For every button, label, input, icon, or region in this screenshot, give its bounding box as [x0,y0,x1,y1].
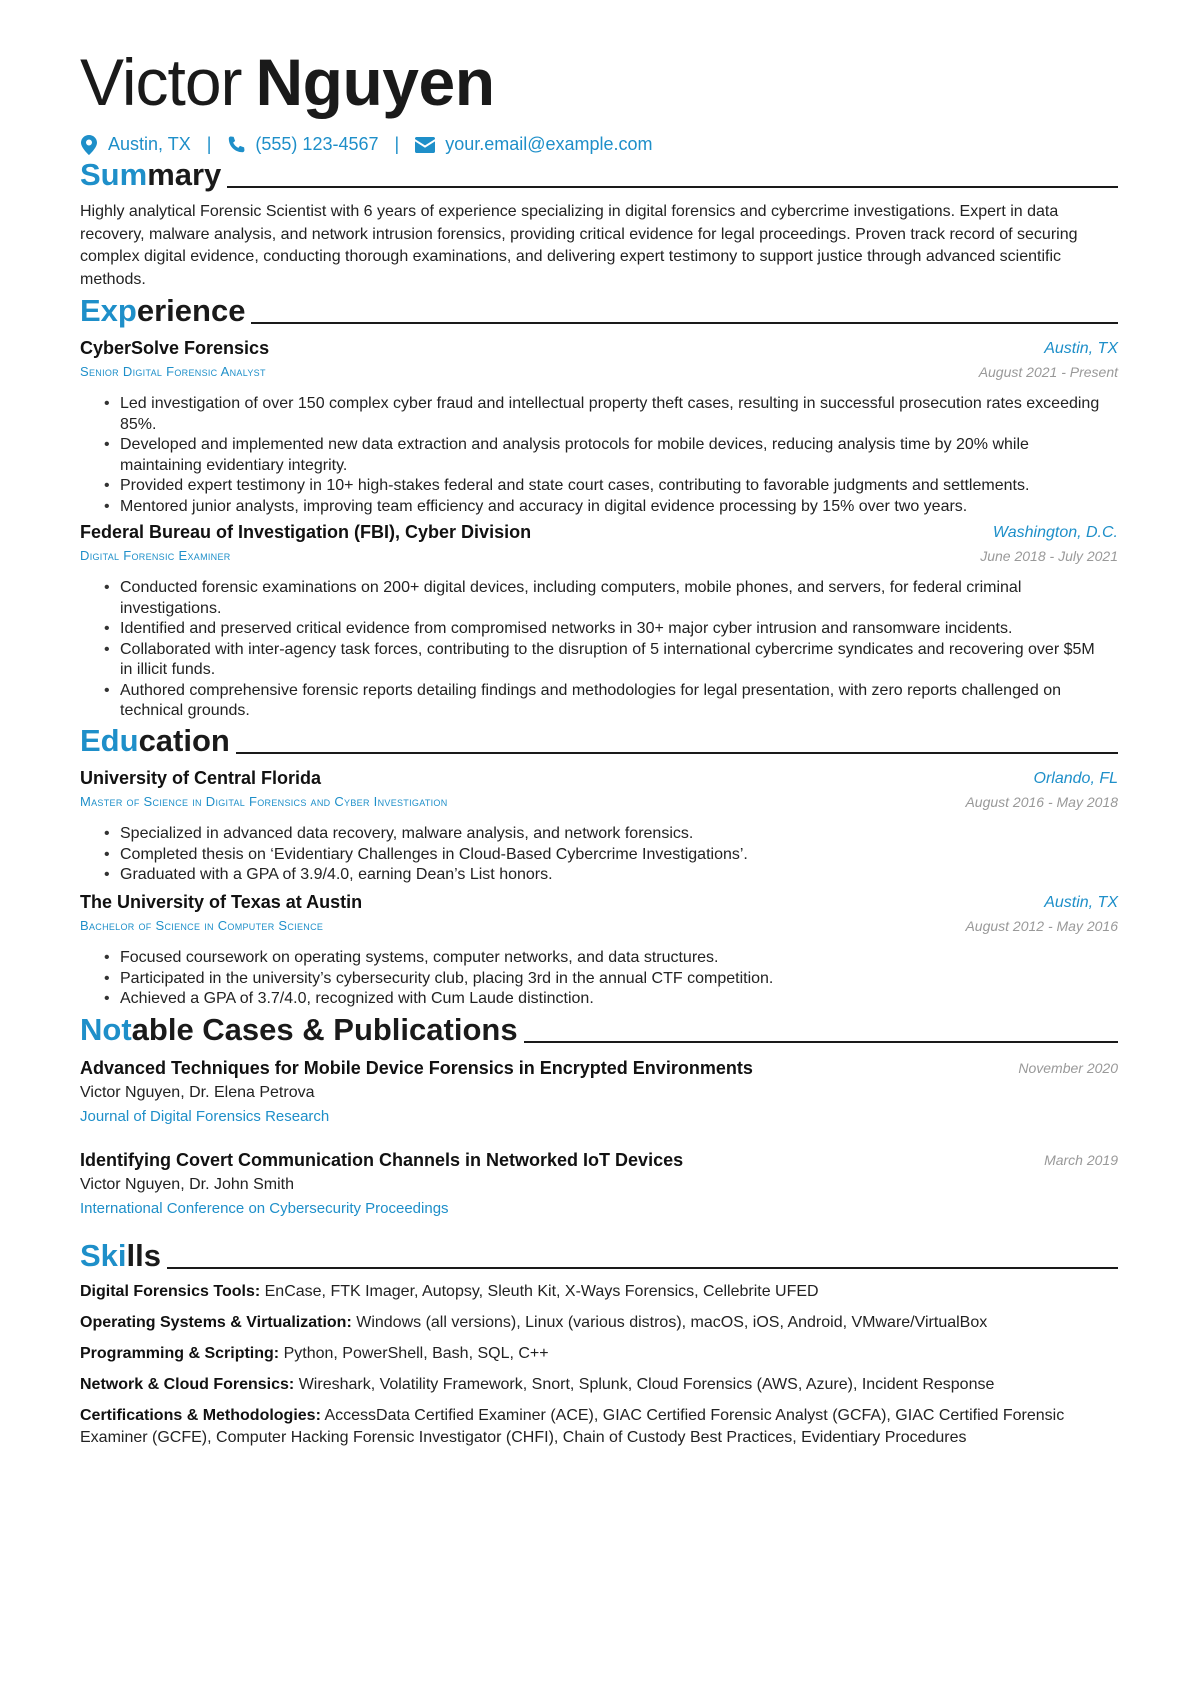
school-location: Orlando, FL [1033,770,1118,787]
bullet-item: • Specialized in advanced data recovery, malware analysis, and network forensics. [104,824,1104,845]
employer-name: Federal Bureau of Investigation (FBI), Cyber Division [80,522,532,542]
bullet-item: • Graduated with a GPA of 3.9/4.0, earning Dean’s List honors. [104,865,1104,886]
bullet-item: • Identified and preserved critical evidence from compromised networks in 30+ major cyber intrusion and ransomware incidents. [104,619,1104,640]
skill-row [80,1374,1120,1396]
school-name: The University of Texas at Austin [80,892,363,912]
school-name: University of Central Florida [80,768,322,788]
education-dates: August 2016 - May 2018 [965,794,1118,810]
skill-value: EnCase, FTK Imager, Autopsy, Sleuth Kit, X-Ways Forensics, Cellebrite UFED [264,1283,819,1300]
skill-value: Python, PowerShell, Bash, SQL, C++ [283,1345,549,1362]
experience-bullets [104,578,1104,722]
job-location: Austin, TX [1044,340,1118,357]
location-text: Austin, TX [108,134,191,154]
experience-bullets [104,394,1104,517]
publication-authors: Victor Nguyen, Dr. John Smith [80,1176,295,1193]
degree-title: Master of Science in Digital Forensics and Cyber Investigation [80,794,448,809]
bullet-item: • Completed thesis on ‘Evidentiary Challenges in Cloud-Based Cybercrime Investigations’. [104,845,1104,866]
phone-text[interactable]: (555) 123-4567 [255,134,379,154]
skill-row [80,1312,1120,1334]
first-name: Victor [80,45,242,119]
skill-label: Certifications & Methodologies: [80,1407,321,1424]
employer-name: CyberSolve Forensics [80,338,270,358]
section-title: Education [80,723,230,758]
section-publications [80,1011,1118,1049]
envelope-icon [415,137,435,153]
skill-label: Network & Cloud Forensics: [80,1376,295,1393]
map-pin-icon [80,135,98,155]
phone-icon [227,135,245,155]
skill-row [80,1281,1120,1303]
education-dates: August 2012 - May 2016 [965,918,1118,934]
school-location: Austin, TX [1044,894,1118,911]
separator: | [394,134,400,154]
last-name: Nguyen [255,45,495,119]
job-title: Digital Forensic Examiner [80,548,231,563]
education-bullets [104,948,1104,1010]
bullet-item: • Authored comprehensive forensic reports detailing findings and methodologies for legal presentation, with zero reports challenged on technical grounds. [104,681,1104,722]
skill-label: Operating Systems & Virtualization: [80,1314,352,1331]
publication-authors: Victor Nguyen, Dr. Elena Petrova [80,1084,315,1101]
bullet-item: • Led investigation of over 150 complex cyber fraud and intellectual property theft cases, resulting in successful prosecution rates exceeding 85%. [104,394,1104,435]
summary-text: Highly analytical Forensic Scientist with 6 years of experience specializing in digital forensics and cybercrime investigations. Expert in data recovery, malware analysis, and network intrusion forensics, providing critical evidence for legal proceedings. Proven track record of securing complex digital evidence, conducting thorough examinations, and delivering expert testimony to support justice through advanced scientific methods. [80,203,1078,288]
candidate-name [80,42,495,122]
bullet-item: • Achieved a GPA of 3.7/4.0, recognized with Cum Laude distinction. [104,989,1104,1010]
job-dates: June 2018 - July 2021 [980,548,1118,564]
section-title: Skills [80,1238,161,1273]
bullet-item: • Conducted forensic examinations on 200+ digital devices, including computers, mobile phones, and servers, for federal criminal investigations. [104,578,1104,619]
bullet-item: • Collaborated with inter-agency task forces, contributing to the disruption of 5 international cybercrime syndicates and recovering over $5M in illicit funds. [104,640,1104,681]
section-rule [524,1041,1118,1043]
section-rule [236,752,1118,754]
publication-date: November 2020 [1018,1060,1118,1076]
publication-title: Advanced Techniques for Mobile Device Forensics in Encrypted Environments [80,1058,753,1078]
email-link[interactable]: your.email@example.com [445,134,653,154]
publication-venue: International Conference on Cybersecurity Proceedings [80,1200,449,1217]
publication-date: March 2019 [1044,1152,1118,1168]
skill-row [80,1405,1120,1449]
education-bullets [104,824,1104,886]
section-skills [80,1237,1118,1275]
section-rule [167,1267,1118,1269]
section-experience [80,292,1118,330]
skill-row [80,1343,1120,1365]
contact-line [80,134,653,155]
skill-label: Programming & Scripting: [80,1345,280,1362]
bullet-item: • Developed and implemented new data extraction and analysis protocols for mobile devices, reducing analysis time by 20% while maintaining evidentiary integrity. [104,435,1104,476]
job-title: Senior Digital Forensic Analyst [80,364,266,379]
section-rule [251,322,1118,324]
section-rule [227,186,1118,188]
degree-title: Bachelor of Science in Computer Science [80,918,324,933]
separator: | [206,134,212,154]
skill-value: Windows (all versions), Linux (various distros), macOS, iOS, Android, VMware/VirtualBox [356,1314,988,1331]
section-education [80,722,1118,760]
section-title: Notable Cases & Publications [80,1012,518,1047]
bullet-item: • Focused coursework on operating systems, computer networks, and data structures. [104,948,1104,969]
job-location: Washington, D.C. [992,524,1118,541]
skill-value: AccessData Certified Examiner (ACE), GIAC Certified Forensic Analyst (GCFA), GIAC Certified Forensic Examiner (GCFE), Computer Hacking Forensic Investigator (CHFI), Chain of Custody Best Practices, Evidentiary Procedures [80,1407,1065,1446]
bullet-item: • Mentored junior analysts, improving team efficiency and accuracy in digital evidence processing by 15% over two years. [104,497,1104,518]
publication-venue: Journal of Digital Forensics Research [80,1108,330,1125]
section-summary [80,156,1118,194]
bullet-item: • Participated in the university’s cybersecurity club, placing 3rd in the annual CTF competition. [104,969,1104,990]
skill-label: Digital Forensics Tools: [80,1283,261,1300]
skill-value: Wireshark, Volatility Framework, Snort, Splunk, Cloud Forensics (AWS, Azure), Incident Response [298,1376,995,1393]
bullet-item: • Provided expert testimony in 10+ high-stakes federal and state court cases, contributing to favorable judgments and settlements. [104,476,1104,497]
section-title: Experience [80,293,246,328]
publication-title: Identifying Covert Communication Channels in Networked IoT Devices [80,1150,684,1170]
job-dates: August 2021 - Present [978,364,1118,380]
section-title: Summary [80,157,222,192]
